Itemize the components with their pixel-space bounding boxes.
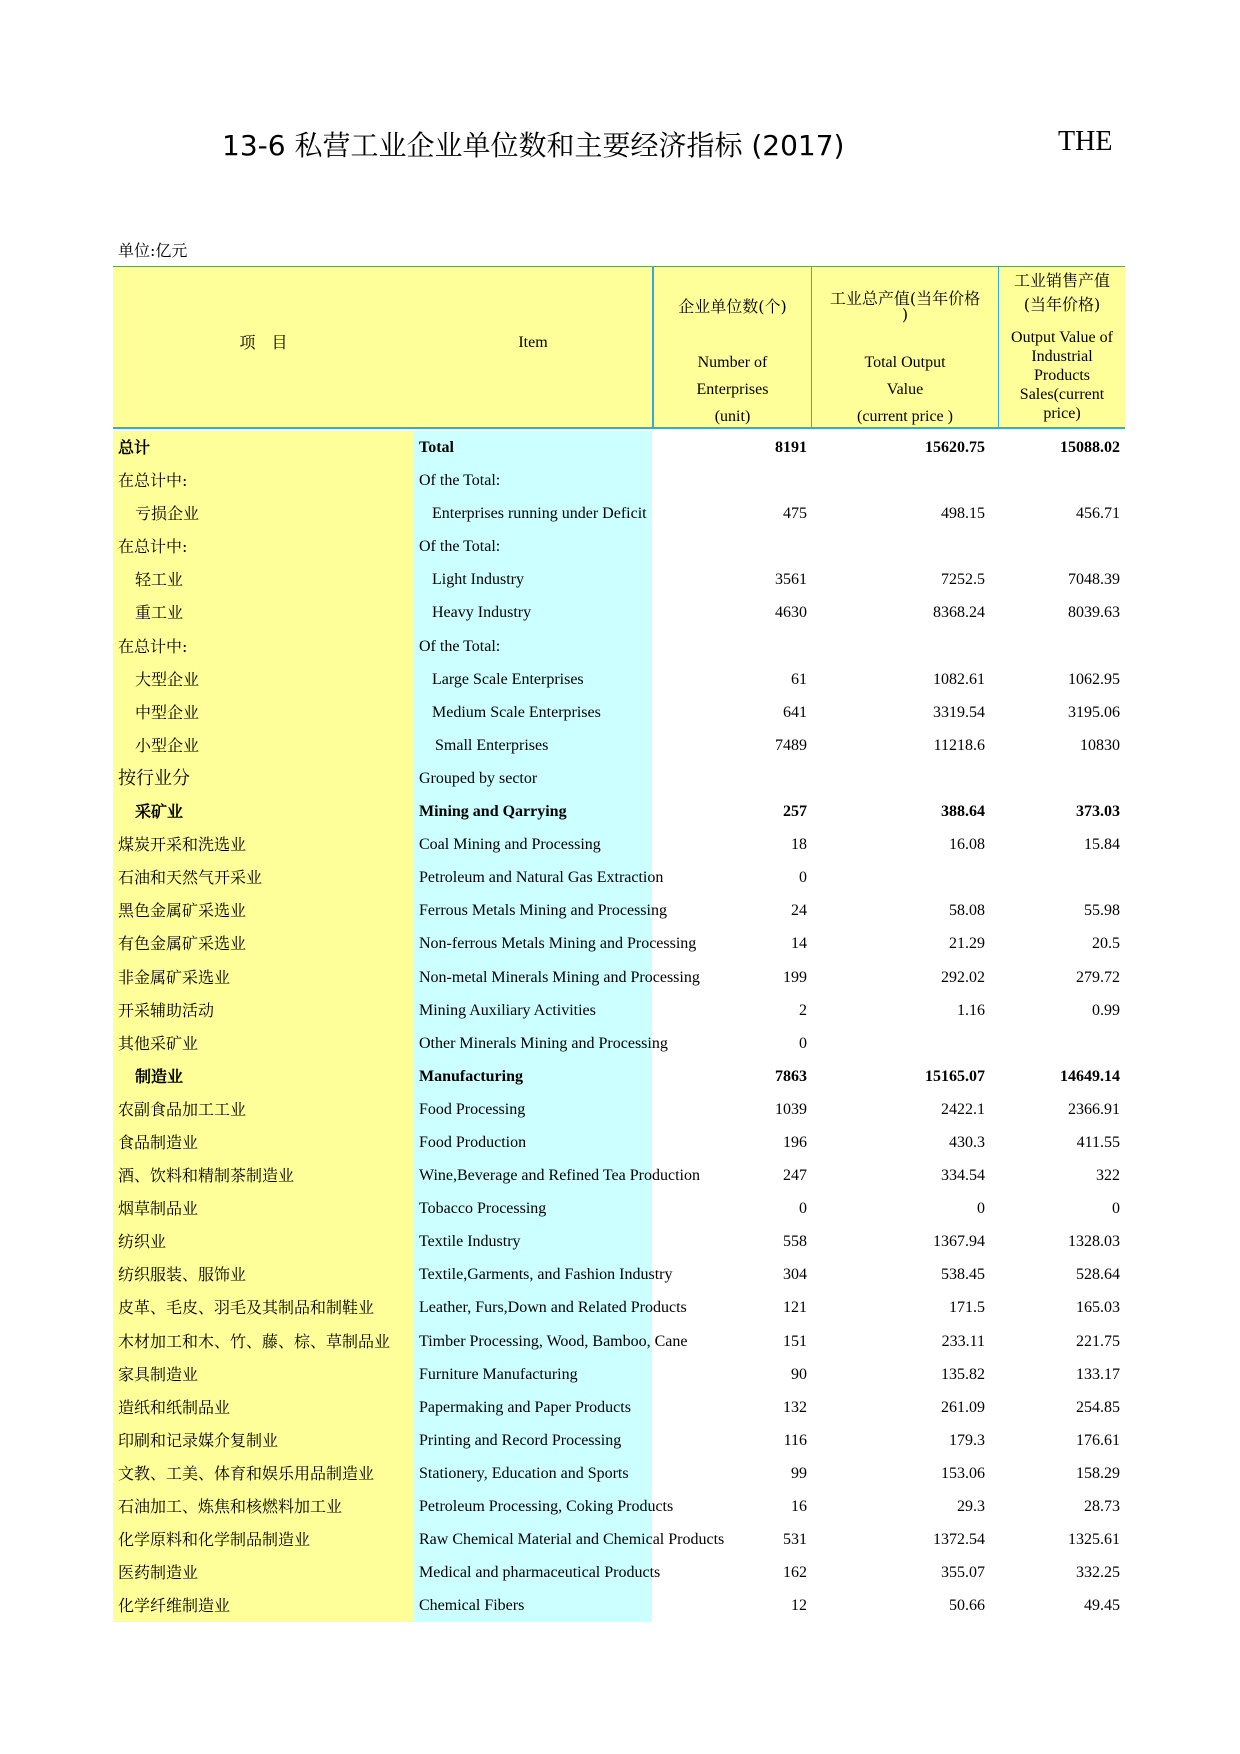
cell-enterprises: 90	[791, 1365, 807, 1383]
table-body	[113, 431, 1125, 1622]
cell-enterprises: 121	[783, 1299, 807, 1317]
cell-total-output: 334.54	[941, 1167, 985, 1185]
cell-total-output	[811, 1027, 998, 1060]
cell-total-output: 430.3	[949, 1133, 985, 1151]
row-label-en: Enterprises running under Deficit	[414, 497, 652, 530]
table-row	[113, 861, 1125, 894]
header-col2-en-3: (current price )	[857, 408, 953, 425]
cell-enterprises: 558	[783, 1233, 807, 1251]
cell-enterprises: 14	[791, 935, 807, 953]
row-label-en: Textile Industry	[414, 1225, 652, 1258]
table-row	[113, 1060, 1125, 1093]
table-row	[113, 828, 1125, 861]
cell-total-output: 233.11	[941, 1332, 985, 1350]
cell-sales-output: 456.71	[1076, 505, 1120, 523]
table-row	[113, 1424, 1125, 1457]
cell-enterprises	[652, 464, 811, 497]
cell-total-output: 7252.5	[941, 571, 985, 589]
cell-total-output: 538.45	[941, 1266, 985, 1284]
cell-enterprises: 247	[783, 1167, 807, 1185]
row-label-en: Other Minerals Mining and Processing	[414, 1027, 652, 1060]
row-label-en: Papermaking and Paper Products	[414, 1391, 652, 1424]
table-row	[113, 1490, 1125, 1523]
row-label-cn: 大型企业	[113, 663, 414, 696]
table-row	[113, 1258, 1125, 1291]
row-label-en: Raw Chemical Material and Chemical Products	[414, 1523, 652, 1556]
row-label-en: Large Scale Enterprises	[414, 663, 652, 696]
row-label-en: Ferrous Metals Mining and Processing	[414, 894, 652, 927]
cell-sales-output: 279.72	[1076, 968, 1120, 986]
table-header	[113, 266, 1125, 431]
cell-sales-output: 0.99	[1092, 1001, 1120, 1019]
header-col2-cn-2: )	[901, 305, 909, 324]
table-row	[113, 1291, 1125, 1324]
cell-sales-output	[998, 630, 1125, 663]
table-row	[113, 431, 1125, 464]
row-label-en: Small Enterprises	[414, 729, 652, 762]
cell-enterprises	[652, 630, 811, 663]
row-label-cn: 家具制造业	[113, 1358, 414, 1391]
cell-total-output: 1372.54	[933, 1531, 985, 1549]
header-col2-en-1: Total Output	[864, 354, 946, 371]
header-col1-en-3: (unit)	[714, 408, 751, 425]
table-row	[113, 630, 1125, 663]
cell-enterprises: 641	[783, 703, 807, 721]
cell-total-output: 29.3	[957, 1498, 985, 1515]
cell-sales-output: 20.5	[1092, 935, 1120, 953]
cell-sales-output: 221.75	[1076, 1332, 1120, 1350]
cell-enterprises: 0	[799, 869, 807, 887]
row-label-en: Medical and pharmaceutical Products	[414, 1556, 652, 1589]
cell-total-output: 179.3	[949, 1431, 985, 1449]
cell-total-output: 153.06	[941, 1464, 985, 1482]
table-row	[113, 1457, 1125, 1490]
row-label-en: Petroleum Processing, Coking Products	[414, 1490, 652, 1523]
cell-enterprises: 24	[791, 902, 807, 920]
table-row	[113, 1126, 1125, 1159]
row-label-en: Of the Total:	[414, 530, 652, 563]
header-col2-en-2: Value	[886, 381, 924, 398]
header-sales-output	[998, 267, 1125, 429]
cell-sales-output	[998, 530, 1125, 563]
cell-total-output: 355.07	[941, 1564, 985, 1582]
cell-enterprises: 61	[791, 670, 807, 688]
cell-sales-output: 15.84	[1084, 836, 1120, 854]
row-label-en: Total	[414, 431, 652, 464]
row-label-en: Chemical Fibers	[414, 1589, 652, 1622]
row-label-cn: 造纸和纸制品业	[113, 1391, 414, 1424]
header-col3-en-5: price)	[1043, 405, 1081, 422]
row-label-en: Mining Auxiliary Activities	[414, 994, 652, 1027]
row-label-cn: 化学原料和化学制品制造业	[113, 1523, 414, 1556]
row-label-cn: 酒、饮料和精制茶制造业	[113, 1159, 414, 1192]
row-label-en: Light Industry	[414, 563, 652, 596]
table-row	[113, 1391, 1125, 1424]
row-label-en: Leather, Furs,Down and Related Products	[414, 1291, 652, 1324]
cell-total-output: 171.5	[949, 1299, 985, 1317]
cell-total-output: 58.08	[949, 902, 985, 920]
cell-enterprises: 257	[783, 803, 807, 821]
row-label-cn: 总计	[113, 431, 414, 464]
header-col3-en-4: Sales(current	[1019, 386, 1105, 403]
title-en: THE	[1058, 126, 1113, 157]
row-label-en: Of the Total:	[414, 630, 652, 663]
row-label-cn: 食品制造业	[113, 1126, 414, 1159]
table-row	[113, 1589, 1125, 1622]
title-suffix: (2017)	[742, 129, 845, 162]
cell-enterprises: 7489	[775, 736, 807, 754]
table-row	[113, 729, 1125, 762]
unit-label: 单位:亿元	[118, 241, 188, 260]
table-row	[113, 1027, 1125, 1060]
row-label-cn: 制造业	[113, 1060, 414, 1093]
row-label-cn: 木材加工和木、竹、藤、棕、草制品业	[113, 1325, 414, 1358]
cell-enterprises: 8191	[775, 439, 807, 456]
cell-sales-output: 254.85	[1076, 1398, 1120, 1416]
cell-total-output: 16.08	[949, 836, 985, 854]
cell-enterprises: 12	[791, 1597, 807, 1615]
row-label-cn: 中型企业	[113, 696, 414, 729]
cell-sales-output: 8039.63	[1068, 604, 1120, 622]
table-row	[113, 961, 1125, 994]
cell-total-output	[811, 530, 998, 563]
title-cn: 私营工业企业单位数和主要经济指标	[294, 129, 743, 162]
cell-sales-output: 373.03	[1076, 803, 1120, 821]
cell-total-output: 135.82	[941, 1365, 985, 1383]
header-item-cn	[113, 267, 414, 429]
cell-sales-output: 1325.61	[1068, 1531, 1120, 1549]
cell-enterprises: 475	[783, 505, 807, 523]
cell-sales-output: 14649.14	[1060, 1067, 1120, 1085]
table-row	[113, 530, 1125, 563]
table-row	[113, 497, 1125, 530]
table-row	[113, 994, 1125, 1027]
cell-enterprises: 16	[791, 1498, 807, 1515]
row-label-en: Food Processing	[414, 1093, 652, 1126]
cell-enterprises: 162	[783, 1564, 807, 1582]
cell-sales-output: 528.64	[1076, 1266, 1120, 1284]
row-label-en: Manufacturing	[414, 1060, 652, 1093]
cell-enterprises: 0	[799, 1200, 807, 1218]
cell-enterprises: 531	[783, 1531, 807, 1549]
cell-total-output: 3319.54	[933, 703, 985, 721]
cell-total-output: 388.64	[941, 803, 985, 821]
header-enterprises	[652, 267, 811, 429]
table-row	[113, 762, 1125, 795]
title-prefix: 13-6	[222, 129, 295, 162]
header-col3-cn-2: (当年价格)	[1023, 295, 1101, 314]
row-label-cn: 化学纤维制造业	[113, 1589, 414, 1622]
row-label-cn: 在总计中:	[113, 464, 414, 497]
cell-sales-output	[998, 762, 1125, 795]
cell-total-output: 50.66	[949, 1597, 985, 1615]
cell-total-output: 292.02	[941, 968, 985, 986]
table-row	[113, 894, 1125, 927]
cell-enterprises: 3561	[775, 571, 807, 589]
row-label-cn: 亏损企业	[113, 497, 414, 530]
header-col3-en-1: Output Value of	[1011, 329, 1113, 346]
cell-sales-output: 0	[1112, 1200, 1120, 1218]
row-label-cn: 按行业分	[113, 762, 414, 795]
row-label-en: Of the Total:	[414, 464, 652, 497]
cell-total-output	[811, 861, 998, 894]
header-col1-cn: 企业单位数(个)	[678, 297, 787, 316]
table-row	[113, 1556, 1125, 1589]
row-label-cn: 在总计中:	[113, 630, 414, 663]
data-table	[113, 266, 1125, 1622]
cell-enterprises: 151	[783, 1332, 807, 1350]
row-label-en: Heavy Industry	[414, 596, 652, 629]
row-label-cn: 医药制造业	[113, 1556, 414, 1589]
cell-total-output: 1082.61	[933, 670, 985, 688]
cell-total-output: 0	[977, 1200, 985, 1218]
cell-sales-output: 28.73	[1084, 1498, 1120, 1515]
row-label-cn: 皮革、毛皮、羽毛及其制品和制鞋业	[113, 1291, 414, 1324]
cell-total-output: 498.15	[941, 505, 985, 523]
table-row	[113, 1358, 1125, 1391]
cell-sales-output: 322	[1096, 1167, 1120, 1185]
cell-enterprises: 304	[783, 1266, 807, 1284]
row-label-en: Non-ferrous Metals Mining and Processing	[414, 927, 652, 960]
cell-enterprises: 18	[791, 836, 807, 854]
table-row	[113, 663, 1125, 696]
cell-sales-output: 165.03	[1076, 1299, 1120, 1317]
table-row	[113, 795, 1125, 828]
row-label-cn: 煤炭开采和洗选业	[113, 828, 414, 861]
cell-total-output: 21.29	[949, 935, 985, 953]
header-item-en	[414, 267, 652, 429]
row-label-cn: 烟草制品业	[113, 1192, 414, 1225]
header-col3-en-2: Industrial	[1031, 348, 1093, 365]
row-label-en: Medium Scale Enterprises	[414, 696, 652, 729]
row-label-cn: 印刷和记录媒介复制业	[113, 1424, 414, 1457]
cell-sales-output	[998, 1027, 1125, 1060]
cell-total-output: 15620.75	[925, 439, 985, 456]
cell-sales-output: 176.61	[1076, 1431, 1120, 1449]
row-label-en: Printing and Record Processing	[414, 1424, 652, 1457]
cell-enterprises	[652, 762, 811, 795]
row-label-en: Textile,Garments, and Fashion Industry	[414, 1258, 652, 1291]
table-row	[113, 1225, 1125, 1258]
header-col1-en-2: Enterprises	[696, 381, 769, 398]
cell-sales-output: 15088.02	[1060, 439, 1120, 456]
cell-sales-output: 3195.06	[1068, 703, 1120, 721]
header-item-cn-text: 项 目	[239, 333, 288, 352]
row-label-en: Timber Processing, Wood, Bamboo, Cane	[414, 1325, 652, 1358]
page-title	[222, 124, 844, 164]
cell-sales-output: 158.29	[1076, 1464, 1120, 1482]
row-label-cn: 文教、工美、体育和娱乐用品制造业	[113, 1457, 414, 1490]
header-item-en-text: Item	[518, 334, 548, 351]
row-label-en: Food Production	[414, 1126, 652, 1159]
cell-total-output	[811, 464, 998, 497]
cell-enterprises	[652, 530, 811, 563]
row-label-en: Petroleum and Natural Gas Extraction	[414, 861, 652, 894]
cell-sales-output: 49.45	[1084, 1597, 1120, 1615]
cell-enterprises: 1039	[775, 1100, 807, 1118]
row-label-cn: 在总计中:	[113, 530, 414, 563]
cell-enterprises: 2	[799, 1001, 807, 1019]
cell-total-output	[811, 630, 998, 663]
row-label-en: Grouped by sector	[414, 762, 652, 795]
row-label-cn: 开采辅助活动	[113, 994, 414, 1027]
cell-sales-output: 10830	[1080, 736, 1120, 754]
row-label-en: Tobacco Processing	[414, 1192, 652, 1225]
row-label-cn: 石油和天然气开采业	[113, 861, 414, 894]
table-row	[113, 464, 1125, 497]
header-col3-cn-1: 工业销售产值	[1013, 271, 1110, 290]
row-label-cn: 纺织业	[113, 1225, 414, 1258]
row-label-en: Stationery, Education and Sports	[414, 1457, 652, 1490]
table-row	[113, 1093, 1125, 1126]
row-label-cn: 有色金属矿采选业	[113, 927, 414, 960]
table-row	[113, 696, 1125, 729]
row-label-en: Furniture Manufacturing	[414, 1358, 652, 1391]
table-row	[113, 1192, 1125, 1225]
row-label-en: Coal Mining and Processing	[414, 828, 652, 861]
cell-total-output: 8368.24	[933, 604, 985, 622]
cell-total-output: 15165.07	[925, 1067, 985, 1085]
table-row	[113, 1523, 1125, 1556]
row-label-en: Non-metal Minerals Mining and Processing	[414, 961, 652, 994]
cell-total-output	[811, 762, 998, 795]
cell-sales-output: 1062.95	[1068, 670, 1120, 688]
cell-total-output: 11218.6	[933, 736, 985, 754]
cell-enterprises: 116	[783, 1431, 807, 1449]
cell-enterprises: 4630	[775, 604, 807, 622]
cell-total-output: 2422.1	[941, 1100, 985, 1118]
cell-sales-output: 2366.91	[1068, 1100, 1120, 1118]
cell-sales-output: 55.98	[1084, 902, 1120, 920]
cell-total-output: 1367.94	[933, 1233, 985, 1251]
table-row	[113, 596, 1125, 629]
table-row	[113, 1159, 1125, 1192]
cell-sales-output	[998, 861, 1125, 894]
cell-sales-output: 411.55	[1076, 1133, 1120, 1151]
cell-sales-output: 133.17	[1076, 1365, 1120, 1383]
header-col3-en-3: Products	[1034, 367, 1090, 384]
cell-enterprises: 199	[783, 968, 807, 986]
row-label-cn: 小型企业	[113, 729, 414, 762]
row-label-cn: 重工业	[113, 596, 414, 629]
header-col1-en-1: Number of	[697, 354, 768, 371]
table-row	[113, 563, 1125, 596]
cell-enterprises: 7863	[775, 1067, 807, 1085]
cell-sales-output: 1328.03	[1068, 1233, 1120, 1251]
cell-enterprises: 0	[799, 1034, 807, 1052]
row-label-cn: 石油加工、炼焦和核燃料加工业	[113, 1490, 414, 1523]
row-label-en: Mining and Qarrying	[414, 795, 652, 828]
table-row	[113, 927, 1125, 960]
row-label-cn: 农副食品加工工业	[113, 1093, 414, 1126]
header-total-output	[811, 267, 998, 429]
row-label-cn: 轻工业	[113, 563, 414, 596]
row-label-cn: 黑色金属矿采选业	[113, 894, 414, 927]
cell-enterprises: 99	[791, 1464, 807, 1482]
cell-sales-output: 332.25	[1076, 1564, 1120, 1582]
row-label-en: Wine,Beverage and Refined Tea Production	[414, 1159, 652, 1192]
row-label-cn: 采矿业	[113, 795, 414, 828]
table-row	[113, 1325, 1125, 1358]
row-label-cn: 其他采矿业	[113, 1027, 414, 1060]
header-col2-cn-1: 工业总产值(当年价格	[829, 289, 981, 308]
row-label-cn: 纺织服装、服饰业	[113, 1258, 414, 1291]
row-label-cn: 非金属矿采选业	[113, 961, 414, 994]
cell-total-output: 261.09	[941, 1398, 985, 1416]
cell-enterprises: 132	[783, 1398, 807, 1416]
cell-enterprises: 196	[783, 1133, 807, 1151]
cell-sales-output	[998, 464, 1125, 497]
cell-sales-output: 7048.39	[1068, 571, 1120, 589]
cell-total-output: 1.16	[957, 1001, 985, 1019]
